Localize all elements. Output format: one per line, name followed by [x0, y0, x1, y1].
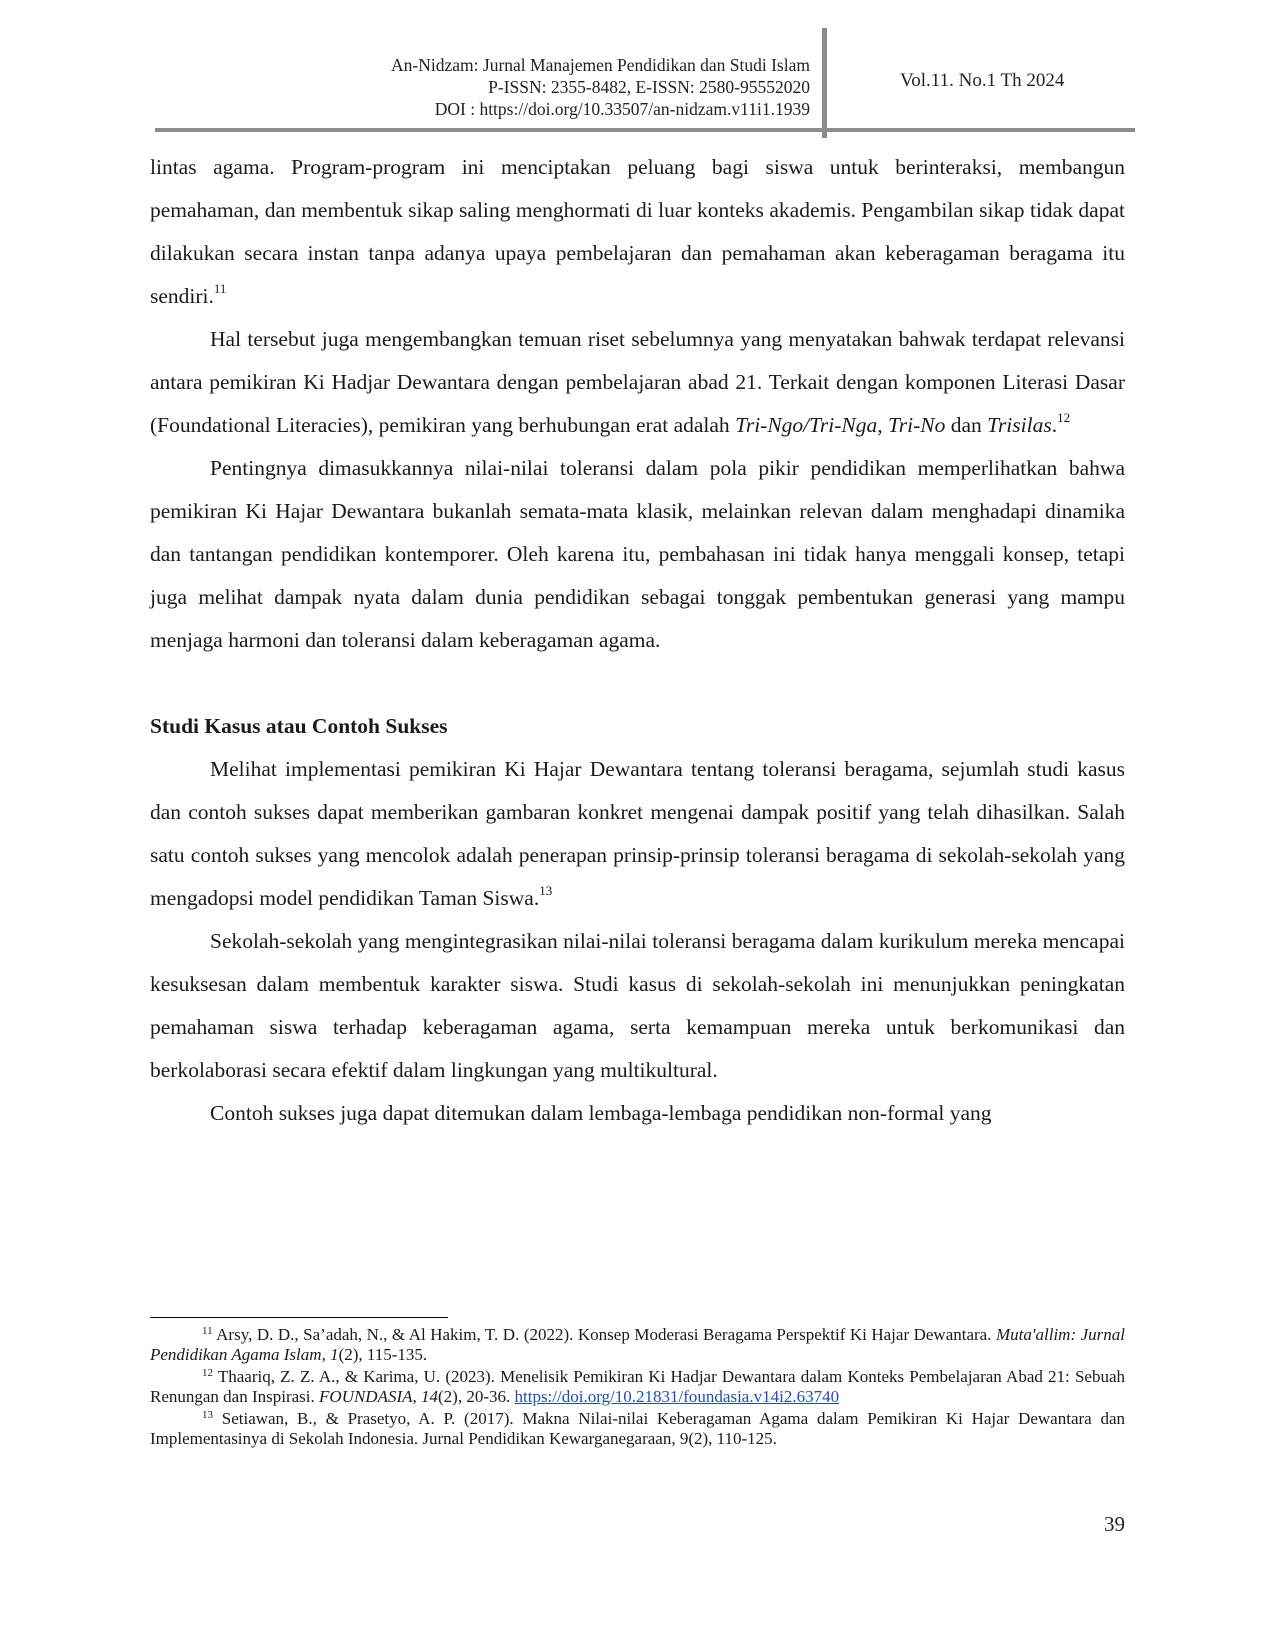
paragraph-3: Pentingnya dimasukkannya nilai-nilai toleransi dalam pola pikir pendidikan memperlihatkan bahwa pemikiran Ki Hajar Dewantara bukanlah semata-mata klasik, melainkan relevan dalam menghadapi dinamika dan tantangan pendidikan kontemporer. Oleh karena itu, pembahasan ini tidak hanya menggali konsep, tetapi juga melihat dampak nyata dalam dunia pendidikan sebagai tonggak pembentukan generasi yang mampu menjaga harmoni dan toleransi dalam keberagaman agama. — [150, 456, 1125, 652]
footnote-ref-13[interactable]: 13 — [539, 883, 553, 898]
header-horizontal-rule — [155, 128, 1135, 132]
journal-issn: P-ISSN: 2355-8482, E-ISSN: 2580-95552020 — [488, 77, 810, 97]
footnote-ref-11[interactable]: 11 — [213, 281, 227, 296]
header-vertical-rule — [822, 28, 827, 138]
footnote-ref-12[interactable]: 12 — [1057, 410, 1071, 425]
article-body — [150, 146, 1125, 1135]
paragraph-1: lintas agama. Program-program ini menciptakan peluang bagi siswa untuk berinteraksi, membangun pemahaman, dan membentuk sikap saling menghormati di luar konteks akademis. Pengambilan sikap tidak dapat dilakukan secara instan tanpa adanya upaya pembelajaran dan pemahaman akan keberagaman beragama itu sendiri.$^{11}$ — [150, 155, 1125, 308]
page-number: 39 — [1104, 1512, 1125, 1536]
section-heading: Studi Kasus atau Contoh Sukses — [150, 714, 448, 738]
paragraph-5: Sekolah-sekolah yang mengintegrasikan nilai-nilai toleransi beragama dalam kurikulum mereka mencapai kesuksesan dalam membentuk karakter siswa. Studi kasus di sekolah-sekolah ini menunjukkan peningkatan pemahaman siswa terhadap keberagaman agama, serta kemampuan mereka untuk berkomunikasi dan berkolaborasi secara efektif dalam lingkungan yang multikultural. — [150, 929, 1125, 1082]
journal-title: An-Nidzam: Jurnal Manajemen Pendidikan dan Studi Islam — [391, 55, 810, 75]
footnote-12: $^{12}$ Thaariq, Z. Z. A., & Karima, U. (2023). Menelisik Pemikiran Ki Hadjar Dewantara dalam Konteks Pembelajaran Abad 21: Sebuah Renungan dan Inspirasi. FOUNDASIA, 14(2), 20-36. https://doi.org/10.21831/foundasia.v14i2.63740 — [150, 1367, 1125, 1406]
footnotes — [150, 1325, 1125, 1451]
footnote-13: $^{13}$ Setiawan, B., & Prasetyo, A. P. (2017). Makna Nilai-nilai Keberagaman Agama dalam Pemikiran Ki Hajar Dewantara dan Implementasinya di Sekolah Indonesia. Jurnal Pendidikan Kewarganegaraan, 9(2), 110-125. — [150, 1409, 1125, 1448]
journal-header — [300, 54, 810, 120]
footnote-separator — [150, 1317, 448, 1318]
journal-doi: DOI : https://doi.org/10.33507/an-nidzam.v11i1.1939 — [434, 99, 810, 119]
paragraph-6: Contoh sukses juga dapat ditemukan dalam lembaga-lembaga pendidikan non-formal yang — [210, 1101, 992, 1125]
paragraph-2: Hal tersebut juga mengembangkan temuan riset sebelumnya yang menyatakan bahwak terdapat relevansi antara pemikiran Ki Hadjar Dewantara dengan pembelajaran abad 21. Terkait dengan komponen Literasi Dasar (Foundational Literacies), pemikiran yang berhubungan erat adalah Tri-Ngo/Tri-Nga, Tri-No dan Trisilas.$^{12}$ — [150, 327, 1125, 437]
paragraph-4: Melihat implementasi pemikiran Ki Hajar Dewantara tentang toleransi beragama, sejumlah studi kasus dan contoh sukses dapat memberikan gambaran konkret mengenai dampak positif yang telah dihasilkan. Salah satu contoh sukses yang mencolok adalah penerapan prinsip-prinsip toleransi beragama di sekolah-sekolah yang mengadopsi model pendidikan Taman Siswa.$^{13}$ — [150, 757, 1125, 910]
footnote-11: $^{11}$ Arsy, D. D., Sa’adah, N., & Al Hakim, T. D. (2022). Konsep Moderasi Beragama Perspektif Ki Hajar Dewantara. Muta'allim: Jurnal Pendidikan Agama Islam, 1(2), 115-135. — [150, 1325, 1125, 1364]
journal-volume: Vol.11. No.1 Th 2024 — [900, 70, 1065, 91]
footnote-12-doi-link[interactable]: https://doi.org/10.21831/foundasia.v14i2.63740 — [514, 1387, 840, 1406]
